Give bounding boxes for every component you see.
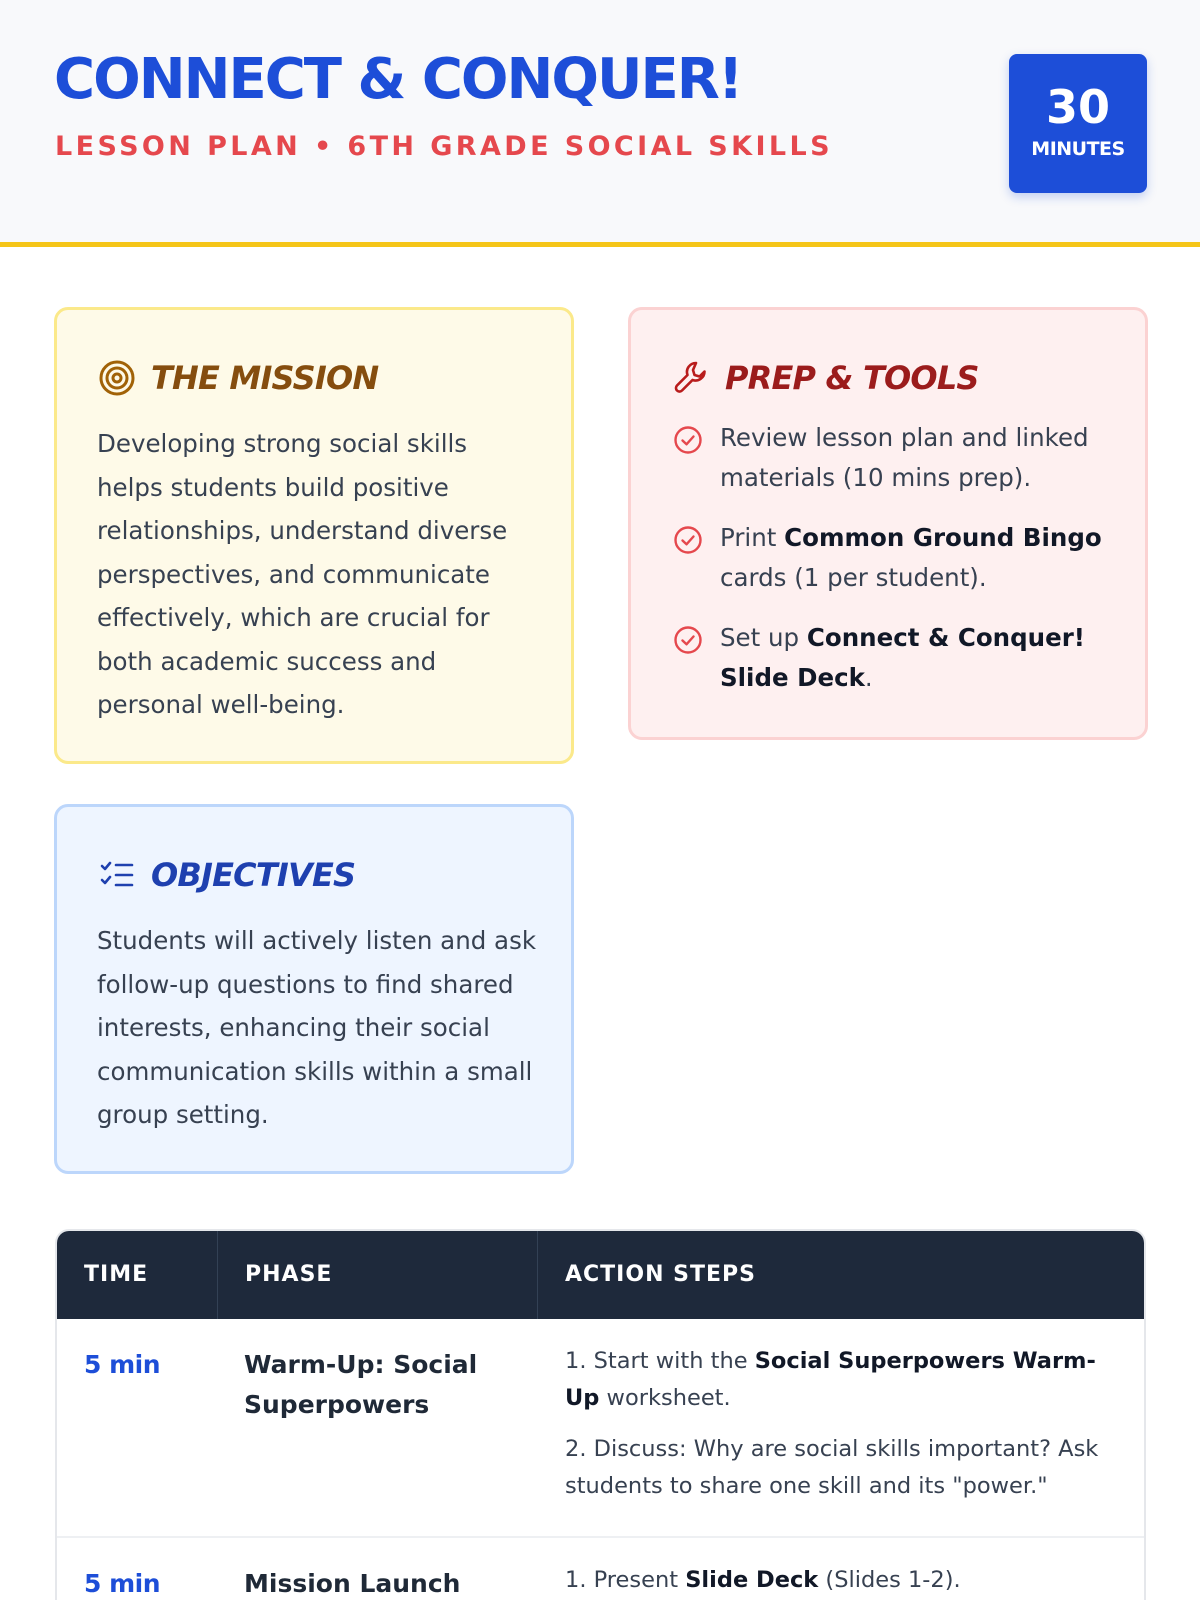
row-time: 5 min [84,1350,161,1379]
check-circle-icon [673,625,703,655]
duration-unit: MINUTES [1031,138,1125,160]
duration-value: 30 [1045,80,1110,134]
action-step [565,1562,1125,1599]
prep-title: PREP & TOOLS [725,359,979,397]
row-phase: Mission Launch [244,1569,461,1598]
action-step-post: worksheet. [599,1385,731,1411]
objectives-body: Students will actively listen and ask follow-up questions to find shared interests, enhancing their social communication skills within a small group setting. [97,926,537,1129]
action-step-post: (Slides 1-2). [818,1567,961,1593]
action-step [565,1343,1125,1417]
action-step-bold: Slide Deck [685,1567,819,1593]
mission-card-header [97,358,378,398]
column-header-action-steps: ACTION STEPS [565,1262,756,1287]
objectives-card [54,804,574,1174]
mission-body: Developing strong social skills helps students build positive relationships, understand diverse perspectives, and communicate effectively, which are crucial for both academic success and personal well-being. [97,429,508,719]
mission-card [54,307,574,764]
prep-list [673,418,1123,718]
prep-item-text-bold: Connect & Conquer! Slide Deck [720,623,1085,692]
prep-item-text: Review lesson plan and linked materials (10 mins prep). [720,423,1089,492]
page-subtitle: LESSON PLAN • 6TH GRADE SOCIAL SKILLS [55,131,833,162]
prep-item-text-post: . [864,663,873,692]
target-icon [97,358,137,398]
objectives-title: OBJECTIVES [151,856,356,894]
duration-badge [1009,54,1147,193]
check-circle-icon [673,525,703,555]
prep-item [673,518,1123,598]
prep-card [628,307,1148,740]
row-phase: Warm-Up: Social Superpowers [244,1350,478,1419]
row-time: 5 min [84,1569,161,1598]
wrench-icon [671,358,711,398]
mission-title: THE MISSION [151,359,379,397]
prep-item-text-pre: Print [720,523,785,552]
action-step [565,1431,1125,1505]
row-action-steps [565,1343,1125,1519]
column-header-phase: PHASE [218,1231,538,1319]
prep-card-header [671,358,979,398]
checklist-icon [97,855,137,895]
lesson-header [0,0,1200,247]
prep-item [673,418,1123,498]
table-header-row [57,1231,1144,1319]
prep-item-text-bold: Common Ground Bingo [784,523,1102,552]
action-step-pre: 1. Present [565,1567,686,1593]
action-step-pre: 2. Discuss: Why are social skills important? Ask students to share one skill and its "power." [565,1436,1099,1499]
table-row [57,1538,1144,1600]
prep-item [673,618,1123,698]
check-circle-icon [673,425,703,455]
row-action-steps [565,1562,1125,1600]
prep-item-text-pre: Set up [720,623,807,652]
lesson-schedule-table [55,1229,1146,1600]
objectives-card-header [97,855,355,895]
column-header-time: TIME [57,1231,218,1319]
table-row [57,1319,1144,1538]
action-step-bold: Social Superpowers Warm-Up [565,1348,1096,1411]
action-step-pre: 1. Start with the [565,1348,755,1374]
page-title: CONNECT & CONQUER! [54,47,742,112]
prep-item-text-post: cards (1 per student). [720,563,987,592]
